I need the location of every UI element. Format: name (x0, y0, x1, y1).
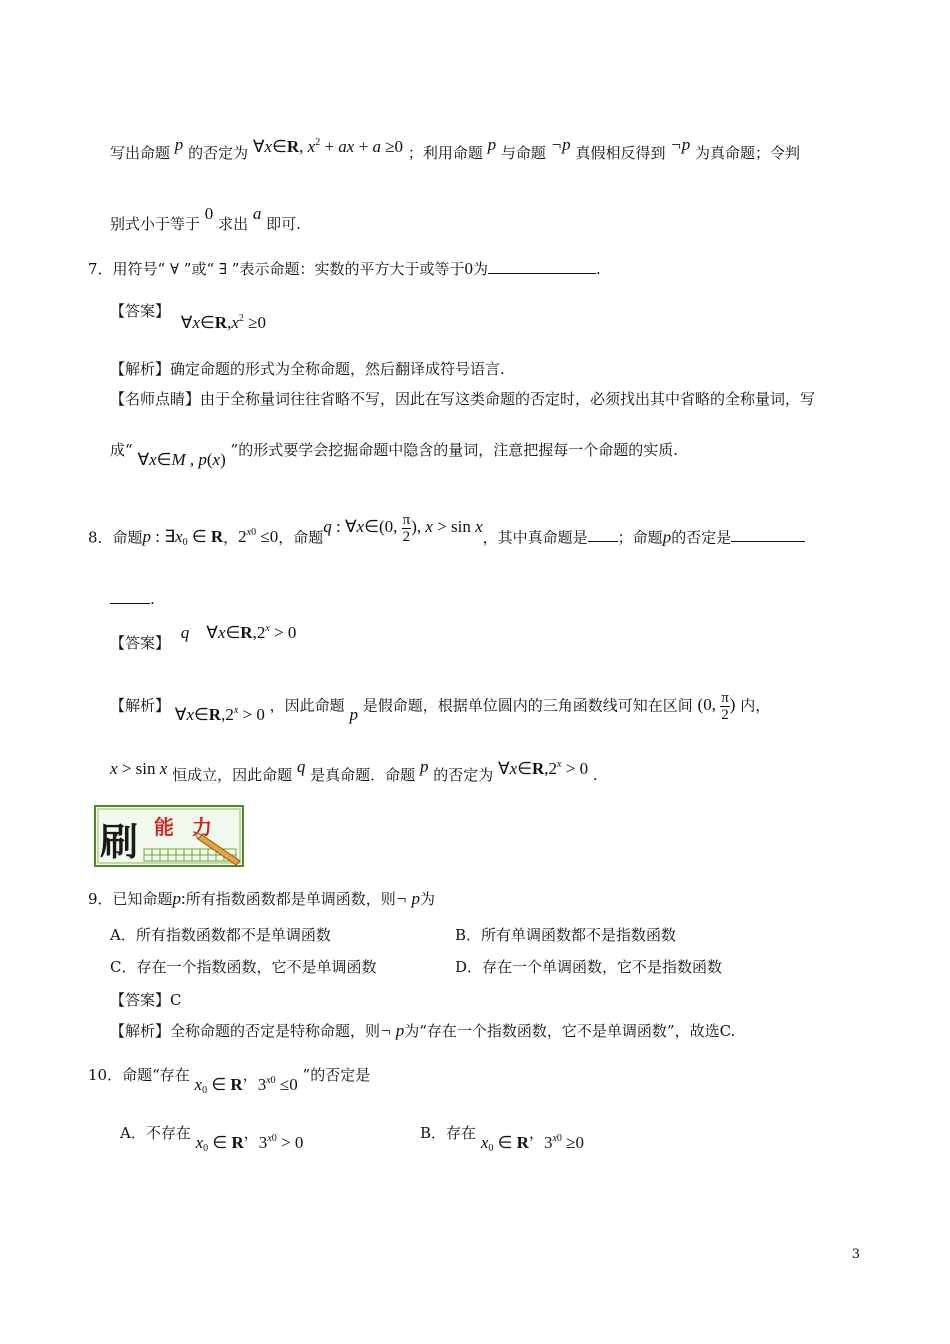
math-x0-in-r: $x_0$ ∈ R (194, 1075, 243, 1096)
math-not-p: ¬ p (380, 1021, 405, 1040)
q9-option-d: D．存在一个单调函数，它不是指数函数 (455, 958, 723, 976)
text: 7．用符号“ ∀ ”或“ ∃ ”表示命题：实数的平方大于或等于 (88, 260, 465, 278)
q8-answer (110, 623, 297, 654)
math-zero: 0 (204, 204, 214, 223)
ability-banner (94, 805, 244, 867)
answer-blank (488, 259, 596, 274)
text: 别式小于等于 (110, 215, 201, 233)
math-p: p (174, 135, 184, 154)
text: ，其中真命题是 (482, 528, 588, 547)
math-not-p: ¬p (550, 135, 571, 154)
text: 8．命题 (88, 528, 143, 547)
answer-blank (588, 527, 618, 542)
option-label: B．存在 (420, 1124, 477, 1142)
banner-char-li: 力 (192, 815, 212, 839)
q7-analysis: 【解析】确定命题的形式为全称命题，然后翻译成符号语言. (110, 360, 505, 378)
text: 成“ (110, 441, 133, 459)
math-3-power: $3^{x0} > 0$ (258, 1133, 304, 1152)
text: 所有指数函数都是单调函数，则 (185, 890, 396, 908)
text: ；命题 (617, 528, 663, 547)
option-label: A．不存在 (120, 1124, 191, 1142)
math-3-power: $3^{x0} \ge 0$ (543, 1133, 585, 1152)
math-not-p: ¬ p (395, 889, 421, 908)
q9-option-b: B．所有单调函数都不是指数函数 (455, 926, 677, 944)
q7-answer (110, 296, 266, 332)
math-zero: 0 (464, 259, 473, 278)
text: 的否定是 (671, 528, 732, 547)
q8-analysis-line-1 (110, 690, 770, 723)
math-p: p (487, 135, 497, 154)
math-negation-formula: $\forall x\in R,2^x > 0$ (498, 759, 589, 778)
text: ”的形式要学会挖掘命题中隐含的量词，注意把握每一个命题的实质. (230, 441, 678, 459)
math-universal-formula: ∀x∈M , p(x) (137, 450, 226, 469)
math-not-p: ¬p (670, 135, 691, 154)
math-inequality: x > sin x (110, 759, 168, 778)
text: 的否定为 (433, 766, 494, 784)
analysis-label: 【解析】 (110, 696, 171, 715)
math-p-def: p : $\exists x_0$ ∈ R (142, 527, 224, 549)
math-p-cond: $2^{x0} \le 0$ (238, 527, 279, 547)
math-3-power: $3^{x0} \le 0$ (257, 1075, 298, 1094)
q9-option-c: C．存在一个指数函数，它不是单调函数 (110, 958, 377, 976)
page-number: 3 (851, 1247, 860, 1262)
q7-question: 7．用符号“ ∀ ”或“ ∃ ”表示命题：实数的平方大于或等于0为 . (88, 259, 601, 278)
math-p: p (172, 889, 182, 908)
q9-option-a: A．所有指数函数都不是单调函数 (110, 926, 331, 944)
q9-question: 9．已知命题p:所有指数函数都是单调函数，则¬ p为 (88, 889, 436, 908)
text: 真假相反得到 (575, 144, 666, 162)
text: 【解析】全称命题的否定是特称命题，则 (110, 1022, 381, 1040)
text: 是真命题．命题 (310, 766, 416, 784)
math-p: p (349, 705, 358, 725)
math-a: a (252, 204, 262, 223)
text: ；利用命题 (407, 144, 483, 162)
text: 为“存在一个指数函数，它不是单调函数”，故选C. (404, 1022, 736, 1040)
text: 写出命题 (110, 144, 171, 162)
q9-answer: 【答案】C (110, 991, 182, 1009)
math-q-def: q : ∀x∈(0, $\frac{\pi}{2}$ ), x > sin x (323, 512, 483, 545)
text: 是假命题，根据单位圆内的三角函数线可知在区间 (362, 696, 693, 715)
text: 为 (420, 890, 436, 908)
math-p: p (419, 757, 429, 776)
q7-tips-line-1: 【名师点睛】由于全称量词往往省略不写，因此在写这类命题的否定时，必须找出其中省略的全称量词，写 (110, 390, 816, 408)
text: ，命题 (278, 528, 324, 547)
text: ，因此命题 (269, 696, 345, 715)
q7-tips-line-2 (110, 439, 678, 469)
math-answer-formula: $\forall x\in R,x^2 \ge 0$ (180, 313, 266, 332)
math-answer-formula: q $\forall x\in R,2^x > 0$ (180, 623, 297, 642)
q8-question: 8．命题p : $\exists x_0$ ∈ R，$2^{x0} \le 0$，命题q : ∀x∈(0, $\frac{\pi}{2}$ ), x > sin x，其中真命题是 ；命题p的否定是 (88, 522, 805, 555)
intro-line-2 (110, 204, 301, 235)
q10-option-a: A．不存在 $x_0$ ∈ R，$3^{x0} > 0$ (120, 1124, 304, 1154)
math-p: p (662, 527, 672, 547)
banner-char-neng: 能 (154, 815, 174, 839)
text: 即可. (266, 215, 301, 233)
text: 10．命题“存在 (88, 1066, 190, 1084)
q9-analysis (110, 1020, 735, 1042)
math-q: q (296, 757, 306, 776)
math-interval: (0, $\frac{\pi}{2}$ ) (697, 690, 736, 723)
answer-label: 【答案】 (110, 634, 171, 652)
text: 为真命题；令判 (695, 144, 801, 162)
intro-line-1 (110, 135, 801, 164)
math-x0-in-r: $x_0$ ∈ R (480, 1133, 529, 1154)
banner-char-shua: 刷 (100, 819, 139, 864)
text: 与命题 (500, 144, 546, 162)
answer-label: 【答案】 (110, 302, 171, 320)
text: 的否定为 (188, 144, 249, 162)
text: 为 (472, 260, 488, 278)
math-negation-formula: ∀x∈R, $x^2$ + ax + a ≥0 (252, 137, 404, 156)
text: 9．已知命题 (88, 890, 173, 908)
text: ”的否定是 (302, 1066, 371, 1084)
text: 内， (740, 696, 771, 715)
q10-question: 10．命题“存在 $x_0$ ∈ R，$3^{x0} \le 0$ ”的否定是 (88, 1066, 371, 1096)
q10-option-b: B．存在 $x_0$ ∈ R，$3^{x0} \ge 0$ (420, 1124, 585, 1154)
q8-blank-continuation: . (110, 588, 155, 610)
answer-blank (110, 589, 150, 604)
text: 求出 (218, 215, 249, 233)
math-x0-in-r: $x_0$ ∈ R (195, 1133, 244, 1154)
math-formula: $\forall x\in R,2^x > 0$ (174, 705, 265, 725)
text: 恒成立，因此命题 (172, 766, 293, 784)
answer-blank (731, 527, 805, 542)
q8-analysis-line-2: x > sin x 恒成立，因此命题 q 是真命题．命题 p 的否定为 $\forall x\in R,2^x > 0$ . (110, 757, 598, 784)
